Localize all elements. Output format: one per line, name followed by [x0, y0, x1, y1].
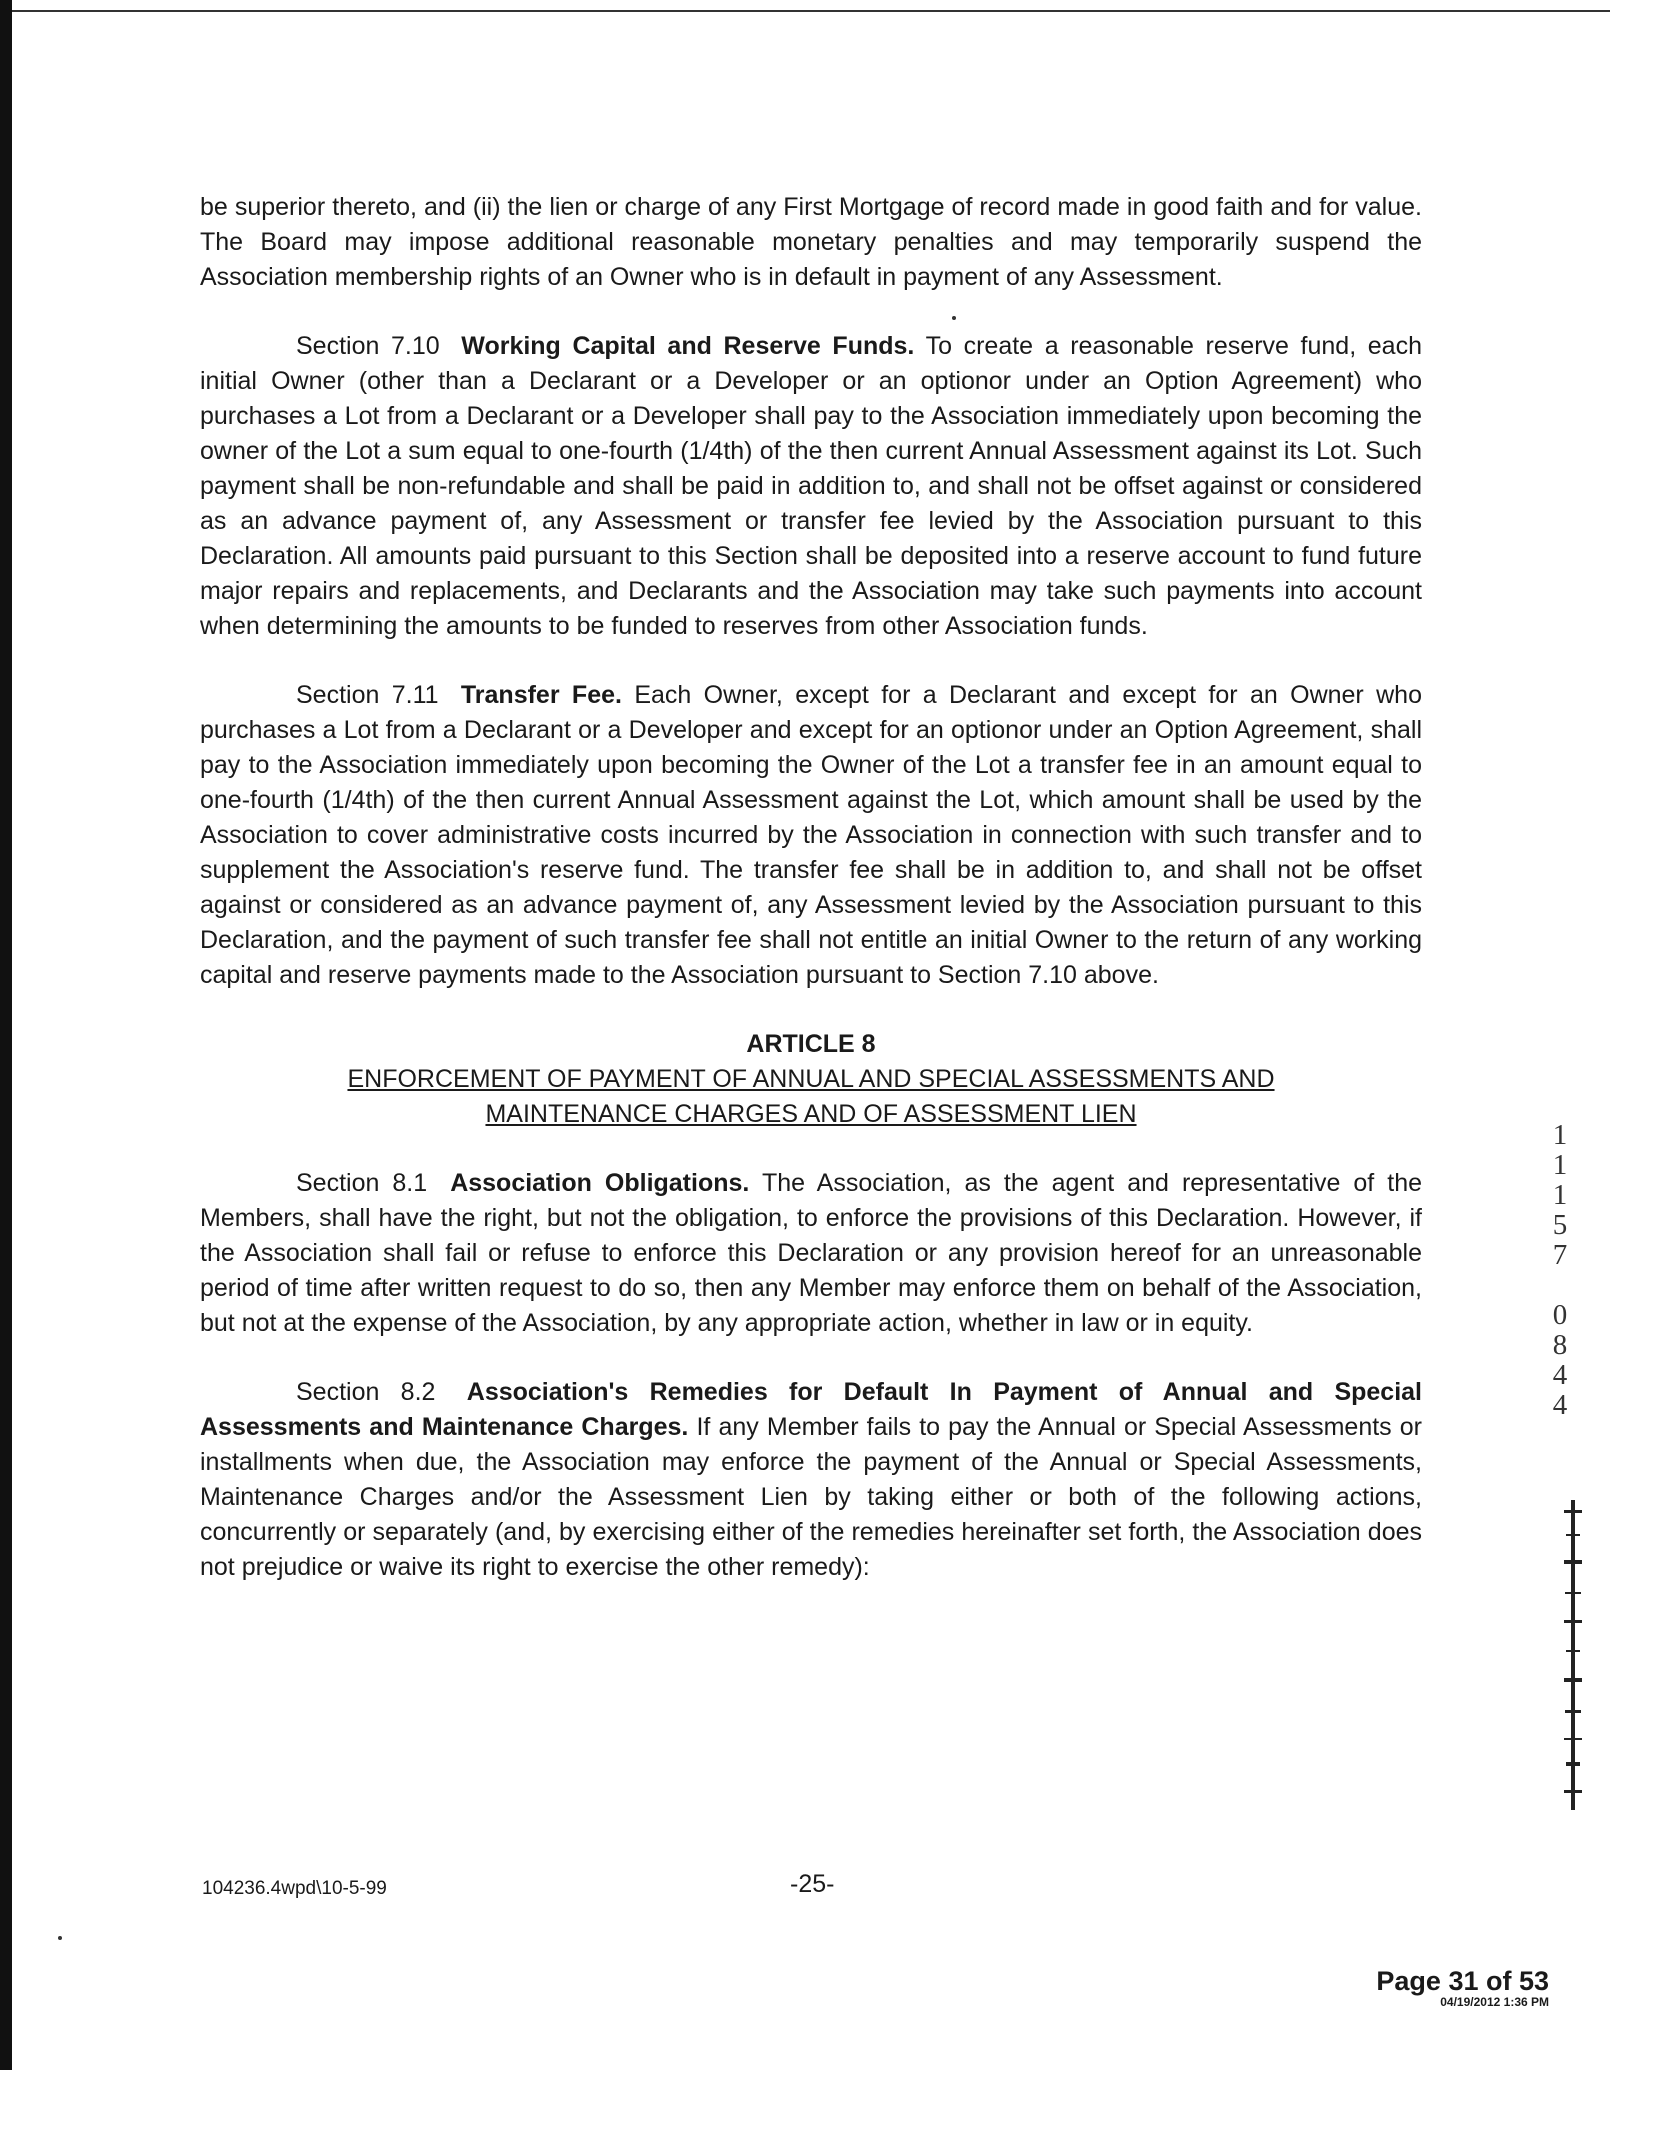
document-body	[200, 190, 1422, 1619]
stamp-digit: 1	[1552, 1179, 1568, 1211]
section-body: The Association, as the agent and representative of the Members, shall have the right, but not the obligation, to enforce the provisions of this Declaration. However, if the Association shall fail or refuse to enforce this Declaration or any provision hereof for an unreasonable period of time after written request to do so, then any Member may enforce them on behalf of the Association, but not at the expense of the Association, by any appropriate action, whether in law or in equity.	[200, 1169, 1423, 1337]
page-counter	[1376, 1966, 1549, 2009]
section-title: Association's Remedies for Default In Payment of Annual and Special Assessments and Maintenance Charges.	[200, 1378, 1422, 1441]
section-number: Section 7.10	[296, 332, 440, 360]
stamp-digit: 8	[1552, 1329, 1568, 1361]
stamp-digit: 4	[1552, 1389, 1568, 1421]
section-7-11	[200, 678, 1422, 993]
scan-speck	[952, 316, 956, 320]
print-timestamp: 04/19/2012 1:36 PM	[1440, 1995, 1549, 2009]
section-title: Working Capital and Reserve Funds.	[461, 332, 915, 360]
scan-speck	[58, 1936, 62, 1940]
section-body: If any Member fails to pay the Annual or Special Assessments or installments when due, the Association may enforce the payment of the Annual or Special Assessments, Maintenance Charges and/or the Assessment Lien by taking either or both of the following actions, concurrently or separately (and, by exercising either of the remedies hereinafter set forth, the Association does not prejudice or waive its right to exercise the other remedy):	[200, 1413, 1422, 1581]
section-number: Section 7.11	[296, 681, 439, 709]
page-count-label: Page 31 of 53	[1376, 1966, 1549, 1996]
stamp-digit: 4	[1552, 1359, 1568, 1391]
document-reference: 104236.4wpd\10-5-99	[202, 1878, 387, 1899]
stamp-digit: 0	[1552, 1299, 1568, 1331]
stamp-gap	[1540, 1270, 1580, 1300]
section-body: To create a reasonable reserve fund, each initial Owner (other than a Declarant or a Developer or an optionor under an Option Agreement) who purchases a Lot from a Declarant or a Developer shall pay to the Association immediately upon becoming the owner of the Lot a sum equal to one-fourth (1/4th) of the then current Annual Assessment against its Lot. Such payment shall be non-refundable and shall be paid in addition to, and shall not be offset against or considered as an advance payment of, any Assessment or transfer fee levied by the Association pursuant to this Declaration. All amounts paid pursuant to this Section shall be deposited into a reserve account to fund future major repairs and replacements, and Declarants and the Association may take such payments into account when determining the amounts to be funded to reserves from other Association funds.	[200, 332, 1422, 640]
stamp-digit: 1	[1552, 1149, 1568, 1181]
section-8-1	[200, 1166, 1422, 1341]
article-heading	[200, 1027, 1422, 1132]
stamp-digit: 5	[1552, 1209, 1568, 1241]
section-title: Transfer Fee.	[460, 681, 622, 709]
article-title: ENFORCEMENT OF PAYMENT OF ANNUAL AND SPECIAL ASSESSMENTS AND MAINTENANCE CHARGES AND OF ASSESSMENT LIEN	[347, 1065, 1275, 1128]
section-number: Section 8.2	[296, 1378, 436, 1406]
top-border-line	[0, 10, 1610, 12]
section-body: Each Owner, except for a Declarant and except for an Owner who purchases a Lot from a Declarant or a Developer and except for an optionor under an Option Agreement, shall pay to the Association immediately upon becoming the Owner of the Lot a transfer fee in an amount equal to one-fourth (1/4th) of the then current Annual Assessment against the Lot, which amount shall be used by the Association to cover administrative costs incurred by the Association in connection with such transfer and to supplement the Association's reserve fund. The transfer fee shall be in addition to, and shall not be offset against or considered as an advance payment of, any Assessment levied by the Association pursuant to this Declaration, and the payment of such transfer fee shall not entitle an initial Owner to the return of any working capital and reserve payments made to the Association pursuant to Section 7.10 above.	[200, 681, 1422, 989]
section-7-10	[200, 329, 1422, 644]
article-number: ARTICLE 8	[746, 1030, 876, 1058]
section-number: Section 8.1	[296, 1169, 428, 1197]
continuation-text: be superior thereto, and (ii) the lien or charge of any First Mortgage of record made in good faith and for value. The Board may impose additional reasonable monetary penalties and may temporarily suspend the Association membership rights of an Owner who is in default in payment of any Assessment.	[200, 193, 1422, 291]
page-number: -25-	[790, 1870, 835, 1898]
scan-edge-bar	[0, 0, 12, 2070]
paragraph-continuation	[200, 190, 1422, 295]
recording-stamp	[1540, 1120, 1580, 1420]
stamp-digit: 1	[1552, 1119, 1568, 1151]
stamp-digit: 7	[1552, 1239, 1568, 1271]
barcode-strip	[1562, 1500, 1584, 1810]
section-8-2	[200, 1375, 1422, 1585]
section-title: Association Obligations.	[450, 1169, 750, 1197]
